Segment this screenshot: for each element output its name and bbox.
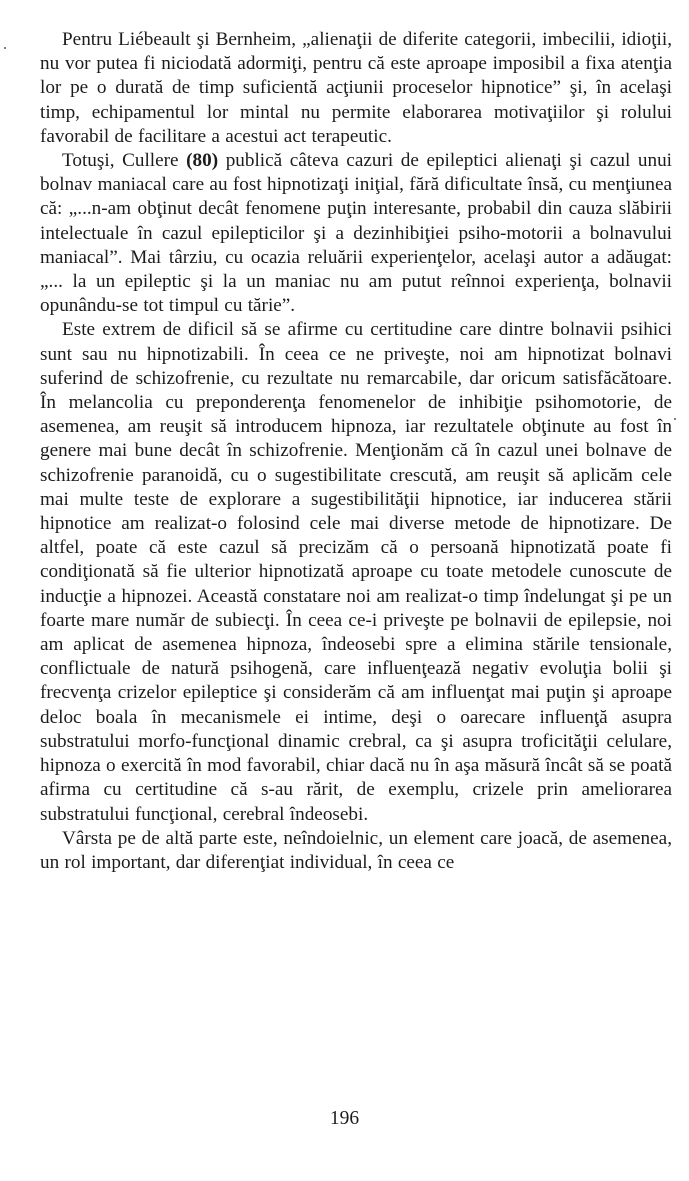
- paragraph-1: Pentru Liébeault şi Bernheim, „alienaţii de diferite categorii, imbecilii, idioţii, nu vor putea fi niciodată adormiţi, pentru că este aproape imposibil a fixa atenţia lor pe o durată de timp suficientă acţiunii proceselor hipnotice” şi, în acelaşi timp, echipamentul lor mintal nu permite elaborarea motivaţiilor şi rolului favorabil de facilitare a acestui act terapeutic.: [40, 29, 672, 147]
- page-number: 196: [329, 1108, 360, 1129]
- paragraph-2: [40, 149, 672, 318]
- paragraph-3: Este extrem de dificil să se afirme cu certitudine care dintre bolnavii psihici sunt sau nu hipnotizabili. În ceea ce ne priveşte, noi am hipnotizat bolnavi suferind de schizofrenie, cu rezultate nu remarcabile, dar oricum satisfăcătoare. În melancolia cu preponderenţa fenomenelor de inhibiţie psihomotorie, de asemenea, am reuşit să introducem hipnoza, iar rezultatele obţinute au fost în genere mai bune decât în schizofrenie. Menţionăm că în cazul unei bolnave de schizofrenie paranoidă, cu o sugestibilitate crescută, am reuşit să aplicăm cele mai multe teste de explorare a sugestibilităţii hipnotice, iar inducerea stării hipnotice am realizat-o folosind cele mai diverse metode de hipnotizare. De altfel, poate că este cazul să precizăm că o persoană hipnotizată poate fi condiţionată să fie ulterior hipnotizată aproape cu toate metodele cunoscute de inducţie a hipnozei. Această constatare noi am realizat-o timp îndelungat şi pe un foarte mare număr de subiecţi. În ceea ce-i priveşte pe bolnavii de epilepsie, noi am aplicat de asemenea hipnoza, îndeosebi spre a elimina stările tensionale, conflictuale de natură psihogenă, care influenţează negativ evoluţia bolii şi frecvenţa crizelor epileptice şi considerăm că am influenţat mai puţin şi aproape deloc boala în mecanismele ei intime, deşi o oarecare influenţă asupra substratului morfo-funcţional dinamic crebral, ca şi asupra troficităţii celulare, hipnoza o exercită în mod favorabil, chiar dacă nu în aşa măsură încât să se poată afirma cu certitudine că s-au rărit, de exemplu, crizele prin ameliorarea substratului funcţional, cerebral îndeosebi.: [40, 319, 672, 825]
- citation-reference: (80): [186, 150, 219, 172]
- scan-speck: [4, 47, 6, 49]
- scan-speck: [674, 418, 676, 420]
- paragraph-2-text-after: publică câteva cazuri de epileptici alienaţi şi cazul unui bolnav maniacal care au fost hipnotizaţi iniţial, fără dificultate însă, cu menţiunea că: „...n-am obţinut decât fenomene puţin interesante, probabil din cauza slăbirii intelectuale în cazul epilepticilor şi a dezinhibiţiei psiho-motorii a bolnavului maniacal”. Mai târziu, cu ocazia reluării experienţelor, acelaşi autor a adăugat: „... la un epileptic şi la un maniac nu am putut reînnoi experienţa, bolnavii opunându-se tot timpul cu tărie”.: [40, 150, 672, 317]
- body-text: [40, 28, 672, 875]
- paragraph-4: Vârsta pe de altă parte este, neîndoielnic, un element care joacă, de asemenea, un rol important, dar diferenţiat individual, în ceea ce: [40, 827, 672, 873]
- paragraph-2-text-before: Totuşi, Cullere: [62, 150, 187, 172]
